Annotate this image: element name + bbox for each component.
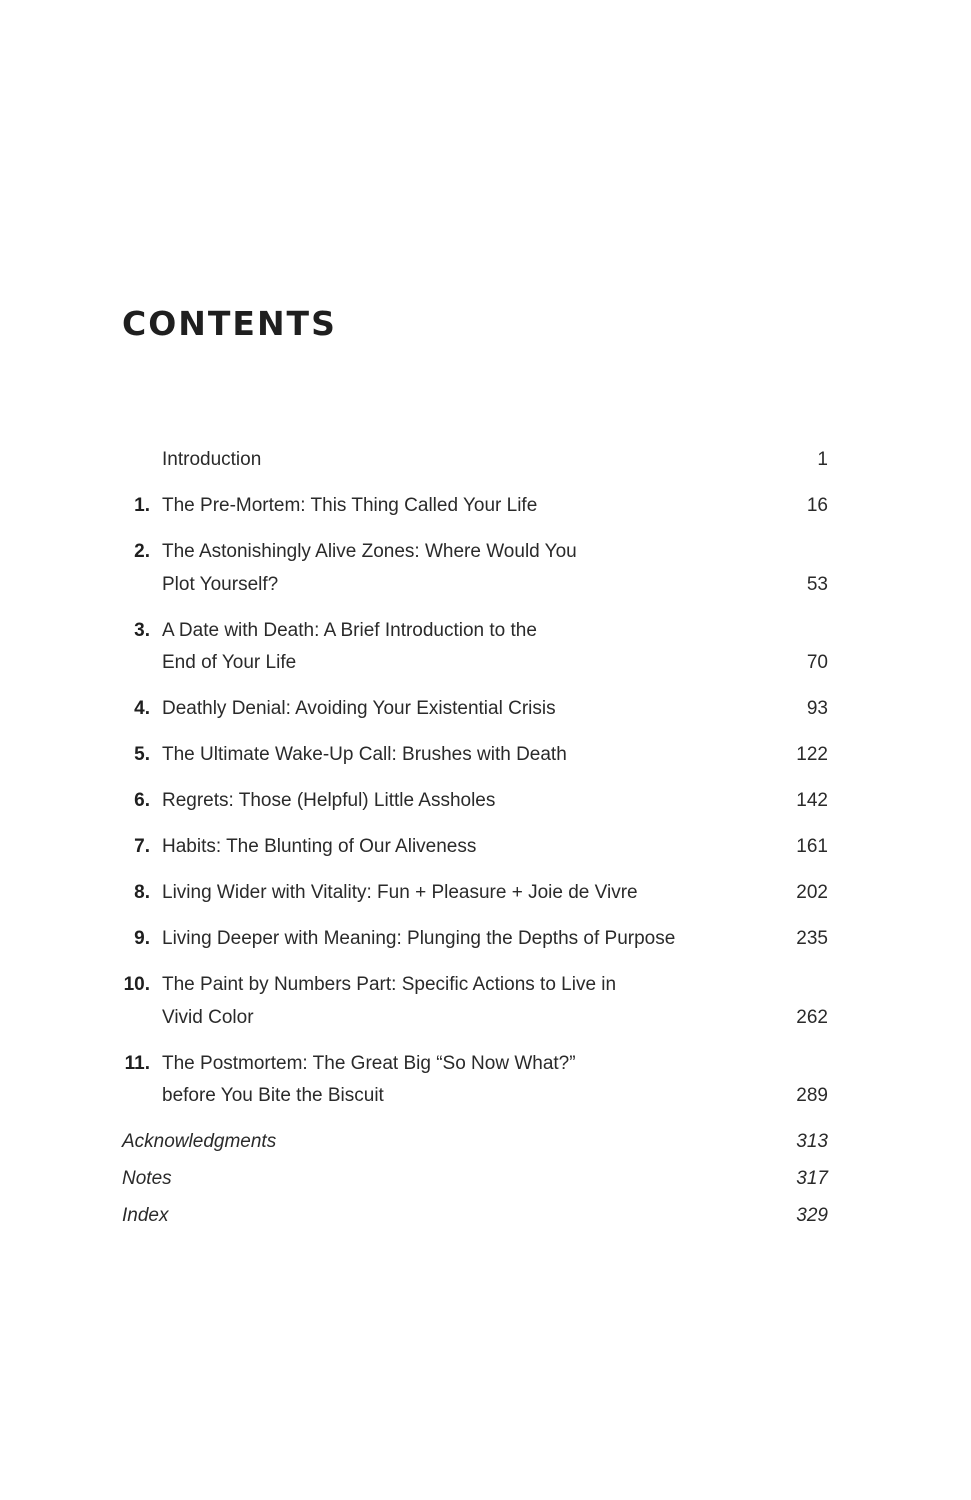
- toc-entry-acknowledgments[interactable]: [122, 1126, 828, 1159]
- toc-entry-notes[interactable]: [122, 1163, 828, 1196]
- toc-entry-chapter-7[interactable]: [122, 831, 828, 864]
- chapter-number: 6.: [134, 790, 150, 811]
- toc-entry-chapter-6[interactable]: [122, 785, 828, 818]
- chapter-number: 4.: [134, 698, 150, 719]
- chapter-number: 3.: [134, 619, 150, 641]
- chapter-number: 10.: [123, 974, 150, 995]
- page-number: 142: [796, 790, 828, 811]
- chapter-title: Living Wider with Vitality: Fun + Pleasure + Joie de Vivre: [162, 882, 638, 903]
- chapter-title: Living Deeper with Meaning: Plunging the Depths of Purpose: [162, 928, 676, 949]
- page-number: 93: [806, 698, 828, 719]
- chapter-title: Introduction: [162, 449, 262, 470]
- page-title: CONTENTS: [122, 304, 337, 343]
- chapter-number: 7.: [134, 836, 150, 857]
- toc-entry-chapter-9[interactable]: [122, 923, 828, 956]
- page-number: 313: [796, 1131, 828, 1152]
- chapter-title: Habits: The Blunting of Our Aliveness: [162, 836, 477, 857]
- page-number: 289: [796, 1085, 828, 1106]
- page-number: 317: [796, 1168, 828, 1189]
- table-of-contents: [122, 444, 828, 1237]
- page-number: 122: [796, 744, 828, 765]
- chapter-title: Deathly Denial: Avoiding Your Existential Crisis: [162, 698, 556, 719]
- chapter-title: Regrets: Those (Helpful) Little Assholes: [162, 790, 496, 811]
- page-number: 329: [796, 1205, 828, 1226]
- toc-entry-chapter-11[interactable]: [122, 1048, 828, 1113]
- back-matter-title: Index: [122, 1205, 169, 1226]
- page-number: 16: [806, 495, 828, 516]
- chapter-title: The Paint by Numbers Part: Specific Actions to Live in Vivid Color: [162, 974, 617, 1028]
- toc-entry-chapter-1[interactable]: [122, 490, 828, 523]
- chapter-title: The Postmortem: The Great Big “So Now What?” before You Bite the Biscuit: [162, 1052, 576, 1106]
- back-matter-title: Notes: [122, 1168, 172, 1189]
- toc-entry-chapter-10[interactable]: [122, 969, 828, 1034]
- chapter-number: 1.: [134, 495, 150, 516]
- toc-entry-chapter-2[interactable]: [122, 536, 828, 601]
- back-matter-title: Acknowledgments: [122, 1131, 277, 1152]
- toc-entry-chapter-5[interactable]: [122, 739, 828, 772]
- page-number: 262: [796, 1006, 828, 1028]
- chapter-number: 9.: [134, 928, 150, 949]
- chapter-number: 8.: [134, 882, 150, 903]
- toc-entry-chapter-3[interactable]: [122, 615, 828, 680]
- chapter-number: 11.: [124, 1052, 150, 1074]
- page-number: 161: [796, 836, 828, 857]
- chapter-number: 2.: [134, 541, 150, 562]
- page-number: 202: [796, 882, 828, 903]
- page-number: 235: [796, 928, 828, 949]
- chapter-title: The Ultimate Wake-Up Call: Brushes with Death: [162, 744, 567, 765]
- page-number: 53: [806, 573, 828, 595]
- page-number: 1: [817, 449, 828, 470]
- chapter-title: A Date with Death: A Brief Introduction to the End of Your Life: [162, 619, 537, 673]
- chapter-number: 5.: [134, 744, 150, 765]
- toc-entry-introduction[interactable]: [122, 444, 828, 477]
- toc-entry-chapter-4[interactable]: [122, 693, 828, 726]
- page-number: 70: [806, 652, 828, 673]
- toc-entry-chapter-8[interactable]: [122, 877, 828, 910]
- chapter-title: The Pre-Mortem: This Thing Called Your Life: [162, 495, 538, 516]
- toc-entry-index[interactable]: [122, 1200, 828, 1233]
- chapter-title: The Astonishingly Alive Zones: Where Would You Plot Yourself?: [162, 541, 577, 595]
